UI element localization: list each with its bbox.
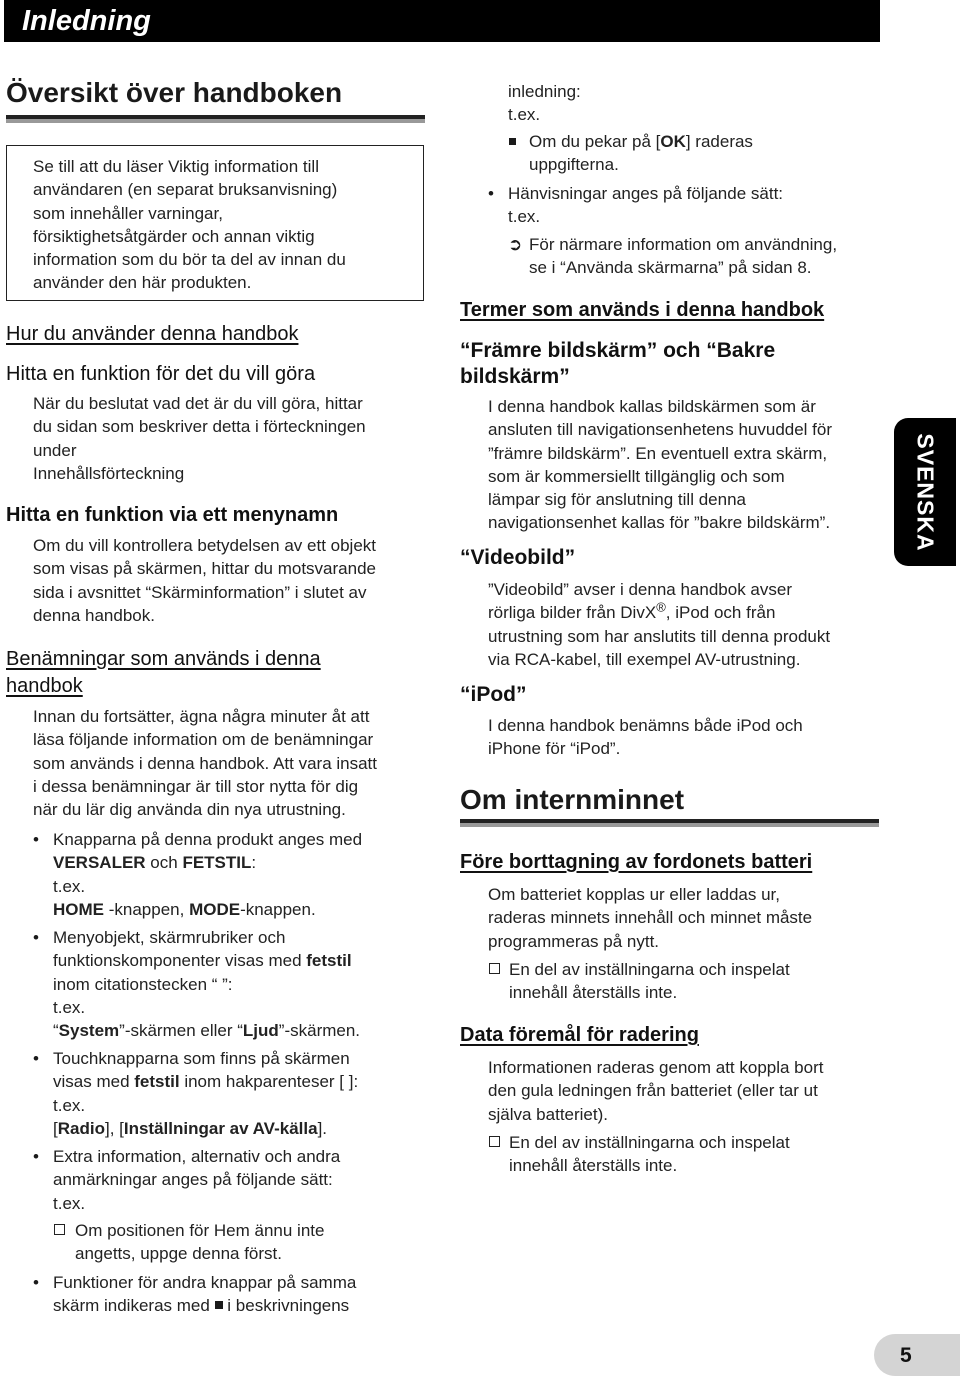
intro-line: Se till att du läser Viktig information till [33,157,319,176]
bullet-line [53,949,360,972]
how-heading: Hur du använder denna handbok [6,323,299,345]
cont-line: inledning: [508,82,581,101]
bullet-line [53,1294,356,1317]
term-line: “Främre bildskärm” och “Bakre [460,339,776,362]
front-line: ansluten till navigationsenhetens huvuddel för [488,420,833,440]
front-line: lämpar sig för anslutning till denna [488,490,746,510]
text: inom hakparenteser [ ]: [179,1072,359,1092]
continued-text [508,80,581,127]
example-label: t.ex. [508,207,541,227]
text: visas med [53,1072,135,1092]
video-line: via RCA-kabel, till exempel AV-utrustning. [488,649,801,669]
cont-line [529,130,753,153]
bold-text: OK [660,132,686,151]
ipod-heading: “iPod” [460,683,527,706]
terms-text [33,705,377,821]
terms-line: när du lär dig använda din nya utrustning. [33,800,346,820]
intro-line: användaren (en separat bruksanvisning) [33,180,338,200]
battery-text [488,883,812,953]
ref-bullet [508,182,783,229]
menu-heading: Hitta en funktion via ett menynamn [6,504,339,526]
video-line: utrustning som har anslutits till denna produkt [488,626,831,646]
note-text [75,1219,324,1266]
front-line: I denna handbok kallas bildskärmen som är [488,397,816,416]
text: och [145,853,183,873]
bullet-line [53,851,362,874]
example-label: t.ex. [53,876,86,896]
ref-line: För närmare information om användning, [529,235,838,254]
intro-text [33,155,346,295]
erase-line: Informationen raderas genom att koppla bort [488,1058,824,1077]
text: ] raderas [685,132,753,151]
bullet-icon: • [488,184,494,203]
menu-line: sida i avsnittet “Skärminformation” i slutet av [33,582,367,602]
terms-line: i dessa benämningar är till stor nytta för dig [33,776,359,796]
checkbox-icon [489,963,500,974]
menu-text [33,534,376,627]
terms-heading-line: Benämningar som används i denna [6,648,321,670]
bullet-2 [53,926,360,1042]
bullet-icon: • [33,1147,39,1166]
text: rörliga bilder från DivX [488,603,657,623]
battery-line: raderas minnets innehåll och minnet måste [488,908,813,928]
page-title: Översikt över handboken [6,77,343,108]
bullet-line: anmärkningar anges på följande sätt: [53,1170,333,1190]
video-heading: “Videobild” [460,546,576,569]
ref-line: Hänvisningar anges på följande sätt: [508,184,784,203]
square-bullet-text [529,130,753,177]
bullet-icon: • [33,1273,39,1292]
video-text [488,578,830,671]
bullet-line: Extra information, alternativ och andra [53,1147,341,1166]
text: -knappen. [240,899,316,919]
example-label: t.ex. [53,1193,86,1213]
intro-line: försiktighetsåtgärder och annan viktig [33,226,315,246]
ipod-line: iPhone för “iPod”. [488,739,621,759]
intro-line: information som du bör ta del av innan du [33,250,346,270]
bold-text: HOME [53,899,104,919]
erase-note [509,1131,790,1178]
note-line: innehåll återställs inte. [509,983,678,1003]
bold-text: Inställningar av AV-källa [123,1118,318,1138]
note-line: En del av inställningarna och inspelat [509,960,790,979]
bullet-1 [53,828,362,921]
menu-line: denna handbok. [33,605,155,625]
bold-text: fetstil [306,951,352,971]
bullet-5 [53,1271,356,1318]
bold-text: fetstil [134,1072,180,1092]
ipod-text [488,714,803,761]
cont-line: uppgifterna. [529,155,619,175]
term-line: bildskärm” [460,365,570,388]
battery-line: programmeras på nytt. [488,931,660,951]
battery-line: Om batteriet kopplas ur eller laddas ur, [488,885,780,904]
intro-line: som innehåller varningar, [33,203,223,223]
front-line: navigationsenhet kallas för ”bakre bildskärm”. [488,513,831,533]
bold-text: VERSALER [53,853,146,873]
note-line: innehåll återställs inte. [509,1156,678,1176]
bold-text: Radio [57,1118,105,1138]
text: “ [53,1021,59,1041]
erase-heading: Data föremål för radering [460,1024,699,1046]
title-rule [6,115,425,123]
terms-line: som används i denna handbok. Att vara insatt [33,753,378,773]
terms-line: Innan du fortsätter, ägna några minuter åt att [33,707,370,726]
terms-heading-line: handbok [6,675,83,697]
bullet-line: inom citationstecken “ ”: [53,974,233,994]
text: [ [53,1118,58,1138]
bold-text: System [58,1021,120,1041]
text: ”-skärmen eller “ [119,1021,243,1041]
battery-heading: Före borttagning av fordonets batteri [460,851,813,873]
text: : [251,853,257,873]
checkbox-icon [54,1224,65,1235]
example-label: t.ex. [508,105,541,125]
erase-line: den gula ledningen från batteriet (eller tar ut [488,1081,818,1101]
find-text [33,392,366,485]
menu-line: Om du vill kontrollera betydelsen av ett objekt [33,536,377,555]
find-line: under [33,440,77,460]
example-label: t.ex. [53,1095,86,1115]
text: , iPod och från [665,603,776,623]
ipod-line: I denna handbok benämns både iPod och [488,716,803,735]
bullet-icon: • [33,830,39,849]
language-tab-label-wrap [894,418,956,566]
memory-title: Om internminnet [460,784,685,815]
page-number: 5 [900,1344,912,1367]
text: ]. [317,1118,328,1138]
battery-note [509,958,790,1005]
bullet-icon: • [33,928,39,947]
bullet-line [53,1019,360,1042]
front-screen-text [488,395,832,535]
bullet-line [53,1070,358,1093]
front-screen-heading [460,338,775,390]
terms-heading [6,646,321,699]
checkbox-icon [489,1136,500,1147]
arrow-icon: ➲ [508,235,523,254]
registered-mark: ® [656,599,666,615]
square-marker-icon [215,1301,223,1309]
text: funktionskomponenter visas med [53,951,307,971]
text: ], [ [104,1118,124,1138]
find-heading: Hitta en funktion för det du vill göra [6,363,316,385]
text: Om du pekar på [ [529,132,661,151]
text: -knappen, [104,899,190,919]
bullet-4 [53,1145,340,1215]
terms-line: läsa följande information om de benämningar [33,730,374,750]
menu-line: som visas på skärmen, hittar du motsvarande [33,559,376,579]
text: skärm indikeras med [53,1296,215,1316]
example-label: t.ex. [53,997,86,1017]
find-line: Innehållsförteckning [33,463,185,483]
square-bullet-icon [509,138,516,145]
bullet-icon: • [33,1049,39,1068]
video-line [488,601,830,624]
bold-text: Ljud [242,1021,279,1041]
page-number-badge [874,1334,960,1376]
memory-rule [460,819,879,827]
language-tab-label: SVENSKA [912,432,939,552]
bullet-line [53,1117,358,1140]
bullet-line: Touchknapparna som finns på skärmen [53,1049,350,1068]
note-line: Om positionen för Hem ännu inte [75,1221,325,1240]
ref-arrow-text [529,233,837,280]
ref-line: se i “Använda skärmarna” på sidan 8. [529,258,812,278]
header-title: Inledning [22,5,151,37]
bold-text: MODE [189,899,241,919]
bullet-line: Knapparna på denna produkt anges med [53,830,363,849]
video-line: ”Videobild” avser i denna handbok avser [488,580,792,599]
terms-used-heading: Termer som används i denna handbok [460,299,825,321]
front-line: ”främre bildskärm”. En eventuell extra skärm, [488,443,828,463]
bullet-3 [53,1047,358,1140]
text: ”-skärmen. [278,1021,361,1041]
text: i beskrivningens [222,1296,350,1316]
bold-text: FETSTIL [182,853,252,873]
front-line: som är kommersiellt tillgänglig och som [488,466,785,486]
find-line: du sidan som beskriver detta i förteckningen [33,417,366,437]
find-line: När du beslutat vad det är du vill göra, hittar [33,394,363,413]
note-line: En del av inställningarna och inspelat [509,1133,790,1152]
intro-line: använder den här produkten. [33,273,252,293]
bullet-line: Funktioner för andra knappar på samma [53,1273,357,1292]
bullet-line [53,898,362,921]
bullet-line: Menyobjekt, skärmrubriker och [53,928,286,947]
erase-text [488,1056,823,1126]
erase-line: själva batteriet). [488,1104,608,1124]
note-line: angetts, uppge denna först. [75,1244,282,1264]
